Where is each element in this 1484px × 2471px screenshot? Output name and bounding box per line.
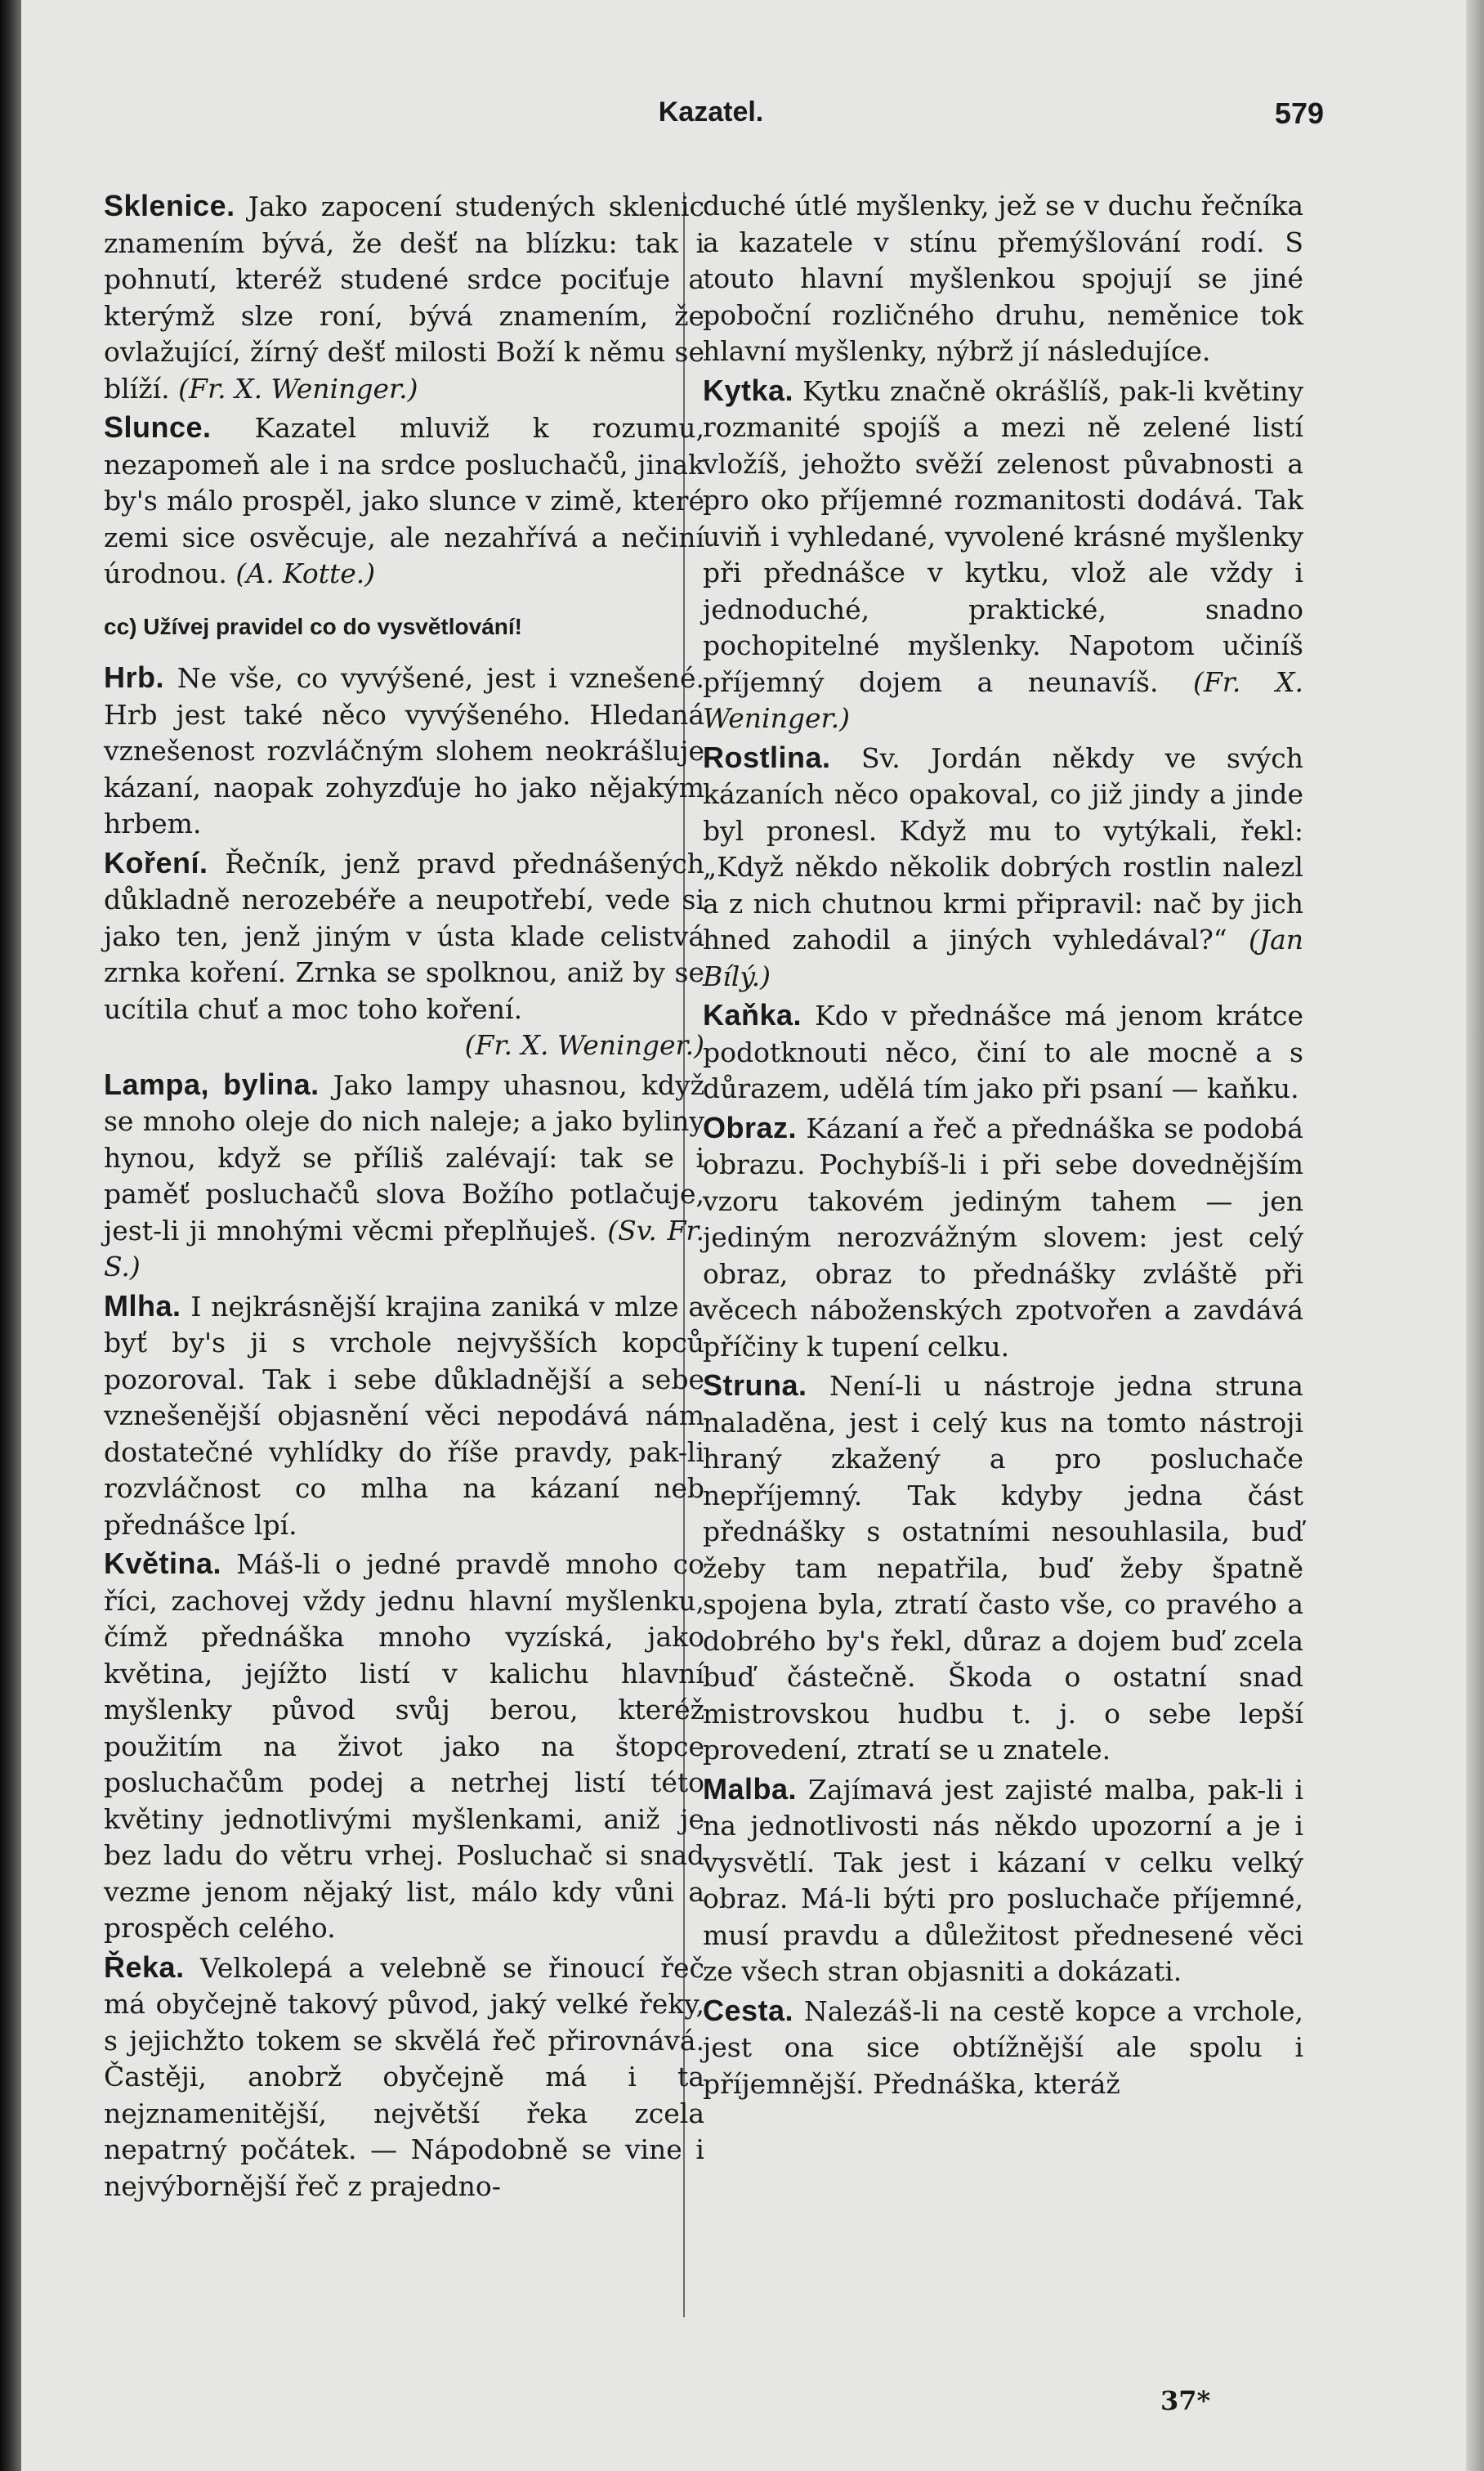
entry-text: I nejkrásnější krajina zaniká v mlze a byť by's ji s vrchole nejvyšších kopců pozoroval. Tak i sebe důkladnější a sebe vznešenější objasnění věci nepodává nám dostatečné vyhlídky do říše pravdy, pak-li rozvláčnost co mlha na kázaní neb přednášce lpí. [104,1290,704,1541]
book-spine-shadow [0,0,21,2471]
section-subheading: cc) Užívej pravidel co do vysvětlování! [104,613,522,639]
entry-text: duché útlé myšlenky, jež se v duchu řečníka a kazatele v stínu přemýšlování rodí. S touto hlavní myšlenkou spojují se jiné poboční rozličného druhu, neměnice tok hlavní myšlenky, nýbrž jí následujíce. [703,190,1303,367]
entry-lampa [104,1067,704,1286]
entry-text: Ne vše, co vyvýšené, jest i vznešené. Hrb jest také něco vyvýšeného. Hledaná vznešenost rozvláčným slohem neokrášluje kázaní, naopak zohyzďuje ho jako nějakým hrbem. [104,662,704,839]
entry-text: Nalezáš-li na cestě kopce a vrchole, jest ona sice obtížnější ale spolu i příjemnější. Přednáška, kteráž [703,1994,1303,2100]
entry-slunce [104,410,704,593]
entry-struna [703,1368,1303,1769]
entry-koreni [104,845,704,1064]
entry-text: Velkolepá a velebně se řinoucí řeč má obyčejně takový původ, jaký velké řeky, s jejichžto tokem se skvělá řeč přirovnává. Častěji, anobrž obyčejně má i ta nejznamenitější, největší řeka zcela nepatrný počátek. — Nápodobně se vine i nejvýbornější řeč z prajedno- [104,1951,704,2202]
entry-malba [703,1771,1303,1990]
entry-sklenice [104,188,704,407]
entry-text: Kázaní a řeč a přednáška se podobá obrazu. Pochybíš-li i při sebe dovednějším vzoru takovém jediným tahem — jen jediným nerozvážným slovem: jest celý obraz, obraz to přednášky zvláště při věcech náboženských zpotvořen a zavdává příčiny k tupení celku. [703,1112,1303,1363]
entry-source: (Fr. X. Weninger.) [464,1029,704,1061]
entry-source: (Jan Bílý.) [703,924,1303,992]
entry-source: (Fr. X. Weninger.) [703,665,1303,734]
entry-cesta [703,1993,1303,2103]
headword: Mlha. [104,1288,181,1323]
headword: Struna. [703,1368,807,1402]
headword: Sklenice. [104,189,235,222]
entry-continuation [703,188,1303,370]
entry-text: Není-li u nástroje jedna struna naladěna, jest i celý kus na tomto nástroji hraný zkažený a pro posluchače nepříjemný. Tak kdyby jedna část přednášky s ostatními nesouhlasila, buď žeby tam nepatřila, buď žeby špatně spojena byla, ztratí často vše, co pravého a dobrého by's řekl, důraz a dojem buď zcela buď částečně. Škoda o ostatní snad mistrovskou hudbu t. j. o sebe lepší provedení, ztratí se u znatele. [703,1370,1303,1766]
left-column [104,188,704,2207]
headword: Kytka. [703,373,794,407]
page-header [98,96,1324,145]
running-head: Kazatel. [658,96,764,128]
entry-kytka [703,373,1303,737]
page-edge [1466,0,1484,2471]
headword: Koření. [104,845,208,880]
headword: Malba. [703,1771,798,1806]
entry-text: Jako zapocení studených sklenic znamením bývá, že dešť na blízku: tak i pohnutí, kteréž studené srdce pociťuje a kterýmž slze roní, bývá znamením, že ovlažující, žírný dešť milosti Boží k němu se blíží. [104,190,704,405]
entry-kanka [703,997,1303,1108]
headword: Květina. [104,1547,222,1580]
entry-hrb [104,660,704,843]
entry-kvetina [104,1546,704,1947]
entry-text: Kytku značně okrášlíš, pak-li květiny rozmanité spojíš a mezi ně zelené listí vložíš, jehožto svěží zelenost půvabnosti a pro oko příjemné rozmanitosti dodává. Tak uviň i vyhledané, vyvolené krásné myšlenky při přednášce v kytku, vlož ale vždy i jednoduché, praktické, snadno pochopitelné myšlenky. Napotom učiníš příjemný dojem a neunavíš. [703,374,1303,698]
headword: Řeka. [104,1949,185,1984]
entry-text: Jako lampy uhasnou, když se mnoho oleje do nich naleje; a jako byliny hynou, když se příliš zalévají: tak se i paměť posluchačů slova Božího potlačuje, jest-li ji mnohými věcmi přeplňuješ. [104,1068,704,1247]
entry-source: (A. Kotte.) [235,557,376,589]
entry-text: Řečník, jenž pravd přednášených důkladně nerozebéře a neupotřebí, vede si jako ten, jenž jiným v ústa klade celistvá zrnka koření. Zrnka se spolknou, aniž by se ucítila chuť a moc toho koření. [104,847,704,1025]
headword: Lampa, bylina. [104,1067,320,1101]
entry-mlha [104,1288,704,1544]
entry-source: (Sv. Fr. S.) [104,1214,705,1283]
headword: Slunce. [104,410,212,444]
entry-reka [104,1949,704,2205]
entry-text: Zajímavá jest zajisté malba, pak-li i na jednotlivosti nás někdo upozorní a je i vysvětlí. Tak jest i kázaní v celku velký obraz. Má-li býti pro posluchače příjemné, musí pravdu a důležitost přednesené věci ze všech stran objasniti a dokázati. [703,1773,1303,1987]
entry-text: Kdo v přednášce má jenom krátce podotknouti něco, činí to ale mocně a s důrazem, udělá tím jako při psaní — kaňku. [703,1000,1303,1104]
headword: Hrb. [104,660,164,694]
entry-text: Kazatel mluviž k rozumu, nezapomeň ale i na srdce posluchačů, jinak by's málo prospěl, jako slunce v zimě, které zemi sice osvěcuje, ale nezahřívá a nečiní úrodnou. [104,412,704,589]
entry-source: (Fr. X. Weninger.) [178,372,418,405]
entry-text: Sv. Jordán někdy ve svých kázaních něco opakoval, co již jindy a jinde byl pronesl. Když mu to vytýkali, řekl: „Když někdo několik dobrých rostlin nalezl a z nich chutnou krmi připravil: nač by jich hned zahodil a jiných vyhledával?“ [703,741,1303,956]
headword: Rostlina. [703,740,831,774]
entry-rostlina [703,740,1303,996]
entry-text: Máš-li o jedné pravdě mnoho co říci, zachovej vždy jednu hlavní myšlenku, čímž přednáška mnoho vyzíská, jako květina, jejížto listí v kalichu hlavní myšlenky původ svůj berou, kteréž použitím na život jako na štopce posluchačům podej a netrhej listí této květiny jednotlivými myšlenkami, aniž je bez ladu do větru vrhej. Posluchač si snad vezme jenom nějaký list, málo kdy vůni a prospěch celého. [104,1548,704,1944]
entry-obraz [703,1110,1303,1366]
page-number: 579 [1274,96,1324,130]
signature-mark: 37* [1160,2385,1211,2416]
right-column [703,188,1303,2105]
headword: Obraz. [703,1110,798,1144]
headword: Cesta. [703,1993,794,2027]
headword: Kaňka. [703,998,802,1032]
